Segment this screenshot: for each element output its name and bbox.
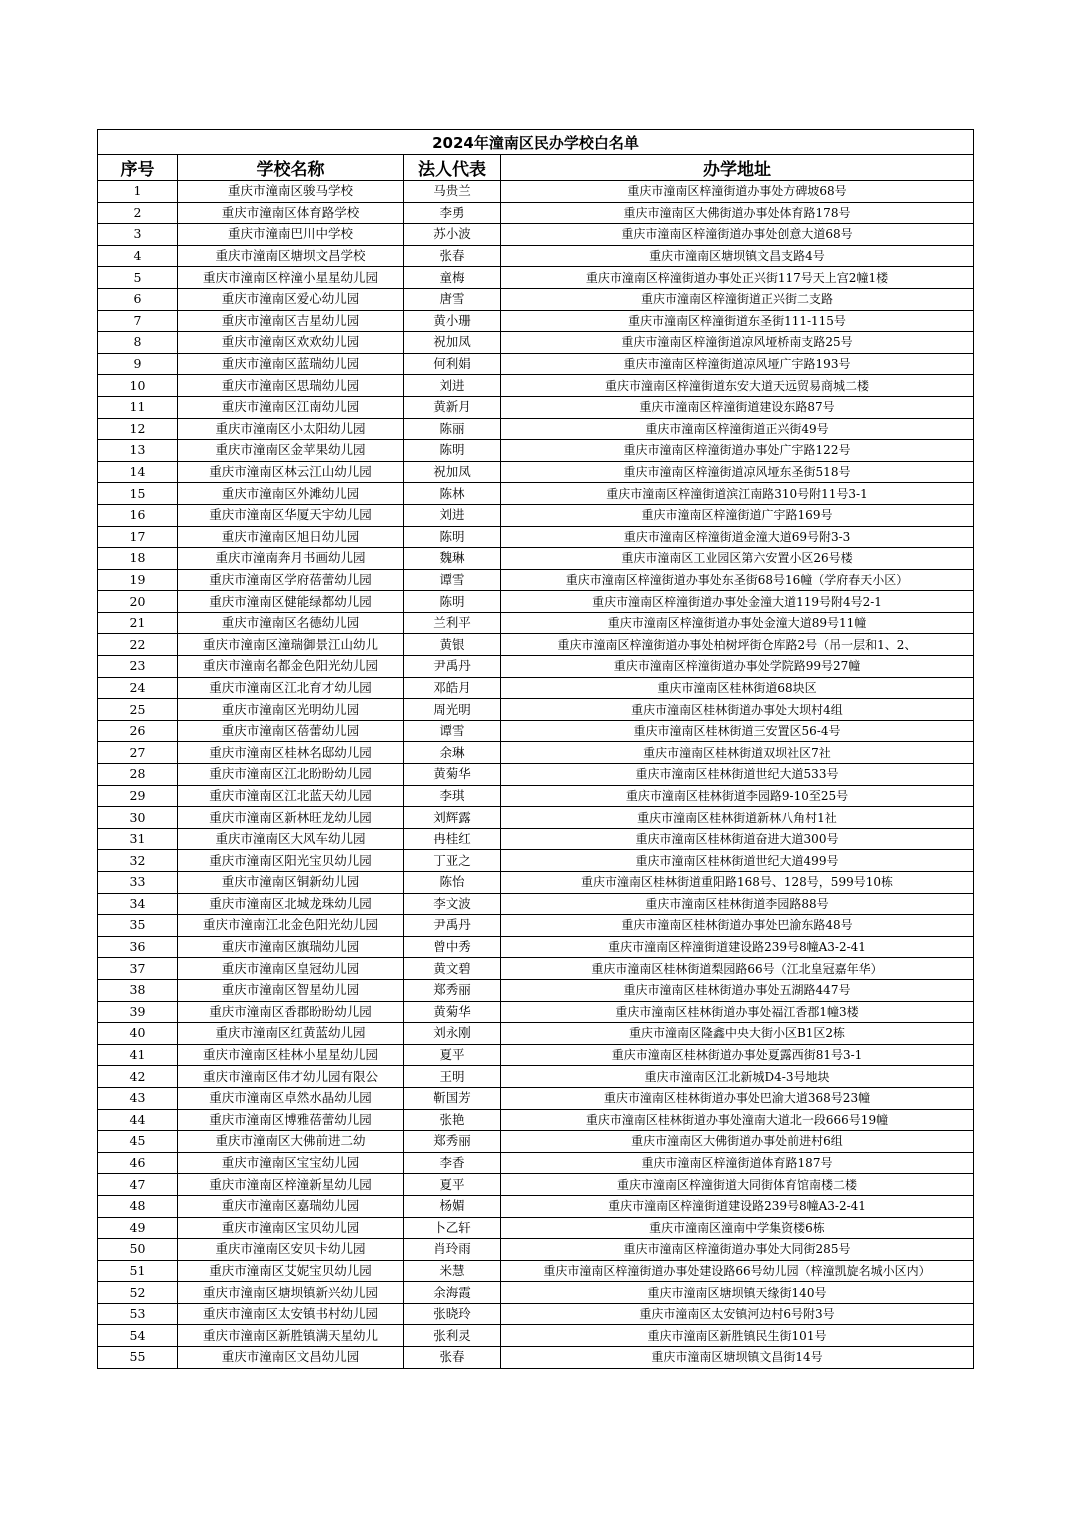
table-row [98, 202, 974, 224]
school-name: 重庆市潼南区皇冠幼儿园 [178, 958, 404, 980]
table-row [98, 699, 974, 721]
school-address: 重庆市潼南区塘坝镇天缘街140号 [501, 1282, 974, 1304]
row-index: 9 [98, 353, 178, 375]
table-row [98, 720, 974, 742]
school-address: 重庆市潼南区梓潼街道广宇路169号 [501, 504, 974, 526]
school-address: 重庆市潼南区梓潼街道建设路239号8幢A3-2-41 [501, 936, 974, 958]
table-row [98, 958, 974, 980]
row-index: 49 [98, 1217, 178, 1239]
row-index: 5 [98, 267, 178, 289]
row-index: 1 [98, 181, 178, 203]
school-name: 重庆市潼南区新林旺龙幼儿园 [178, 807, 404, 829]
legal-representative: 刘辉露 [404, 807, 501, 829]
row-index: 16 [98, 504, 178, 526]
legal-representative: 杨媚 [404, 1195, 501, 1217]
school-address: 重庆市潼南区桂林街道奋进大道300号 [501, 828, 974, 850]
legal-representative: 李文波 [404, 893, 501, 915]
school-name: 重庆市潼南区梓潼新星幼儿园 [178, 1174, 404, 1196]
table-row [98, 612, 974, 634]
table-row [98, 1152, 974, 1174]
row-index: 36 [98, 936, 178, 958]
table-row [98, 656, 974, 678]
school-name: 重庆市潼南名都金色阳光幼儿园 [178, 656, 404, 678]
table-row [98, 634, 974, 656]
row-index: 39 [98, 1001, 178, 1023]
legal-representative: 张春 [404, 1347, 501, 1369]
school-name: 重庆市潼南区学府蓓蕾幼儿园 [178, 569, 404, 591]
row-index: 11 [98, 396, 178, 418]
table-row [98, 1195, 974, 1217]
school-address: 重庆市潼南区梓潼街道办事处东圣街68号16幢（学府春天小区） [501, 569, 974, 591]
row-index: 37 [98, 958, 178, 980]
legal-representative: 李勇 [404, 202, 501, 224]
school-address: 重庆市潼南区桂林街道重阳路168号、128号，599号10栋 [501, 872, 974, 894]
row-index: 14 [98, 461, 178, 483]
table-row [98, 936, 974, 958]
table-row [98, 764, 974, 786]
school-name: 重庆市潼南区桂林小星星幼儿园 [178, 1044, 404, 1066]
table-row [98, 224, 974, 246]
title-row [98, 130, 974, 155]
table-row [98, 850, 974, 872]
table-row [98, 483, 974, 505]
school-name: 重庆市潼南区宝贝幼儿园 [178, 1217, 404, 1239]
table-row [98, 1217, 974, 1239]
legal-representative: 陈丽 [404, 418, 501, 440]
school-address: 重庆市潼南区江北新城D4-3号地块 [501, 1066, 974, 1088]
table-row [98, 396, 974, 418]
school-address: 重庆市潼南区梓潼街道建设路239号8幢A3-2-41 [501, 1195, 974, 1217]
school-name: 重庆市潼南区塘坝镇新兴幼儿园 [178, 1282, 404, 1304]
school-address: 重庆市潼南区桂林街道三安置区56-4号 [501, 720, 974, 742]
table-row [98, 677, 974, 699]
row-index: 46 [98, 1152, 178, 1174]
legal-representative: 张艳 [404, 1109, 501, 1131]
row-index: 17 [98, 526, 178, 548]
school-name: 重庆市潼南区华厦天宇幼儿园 [178, 504, 404, 526]
school-address: 重庆市潼南区梓潼街道凉风垭桥南支路25号 [501, 332, 974, 354]
table-row [98, 267, 974, 289]
school-name: 重庆市潼南区旭日幼儿园 [178, 526, 404, 548]
school-name: 重庆市潼南区江北蓝天幼儿园 [178, 785, 404, 807]
school-name: 重庆市潼南区智星幼儿园 [178, 979, 404, 1001]
row-index: 22 [98, 634, 178, 656]
school-address: 重庆市潼南区桂林街道办事处巴渝大道368号23幢 [501, 1087, 974, 1109]
legal-representative: 陈林 [404, 483, 501, 505]
school-name: 重庆市潼南区蓝瑞幼儿园 [178, 353, 404, 375]
school-name: 重庆市潼南区博雅蓓蕾幼儿园 [178, 1109, 404, 1131]
table-row [98, 915, 974, 937]
school-address: 重庆市潼南区梓潼街道办事处广宇路122号 [501, 440, 974, 462]
row-index: 7 [98, 310, 178, 332]
table-row [98, 828, 974, 850]
legal-representative: 黄银 [404, 634, 501, 656]
legal-representative: 陈明 [404, 440, 501, 462]
table-row [98, 288, 974, 310]
school-name: 重庆市潼南区欢欢幼儿园 [178, 332, 404, 354]
school-name: 重庆市潼南区小太阳幼儿园 [178, 418, 404, 440]
whitelist-sheet [97, 129, 973, 1369]
school-address: 重庆市潼南区桂林街道梨园路66号（江北皇冠嘉年华） [501, 958, 974, 980]
row-index: 2 [98, 202, 178, 224]
school-name: 重庆市潼南区骏马学校 [178, 181, 404, 203]
row-index: 38 [98, 979, 178, 1001]
legal-representative: 王明 [404, 1066, 501, 1088]
legal-representative: 黄文碧 [404, 958, 501, 980]
school-name: 重庆市潼南区林云江山幼儿园 [178, 461, 404, 483]
row-index: 53 [98, 1303, 178, 1325]
school-name: 重庆市潼南区爱心幼儿园 [178, 288, 404, 310]
table-row [98, 742, 974, 764]
legal-representative: 郑秀丽 [404, 979, 501, 1001]
legal-representative: 夏平 [404, 1174, 501, 1196]
legal-representative: 周光明 [404, 699, 501, 721]
school-address: 重庆市潼南区梓潼街道正兴街二支路 [501, 288, 974, 310]
row-index: 26 [98, 720, 178, 742]
table-row [98, 1087, 974, 1109]
school-name: 重庆市潼南区金苹果幼儿园 [178, 440, 404, 462]
legal-representative: 丁亚之 [404, 850, 501, 872]
row-index: 19 [98, 569, 178, 591]
legal-representative: 张春 [404, 245, 501, 267]
legal-representative: 陈明 [404, 591, 501, 613]
legal-representative: 谭雪 [404, 569, 501, 591]
school-name: 重庆市潼南区铜新幼儿园 [178, 872, 404, 894]
legal-representative: 肖玲雨 [404, 1239, 501, 1261]
school-name: 重庆市潼南奔月书画幼儿园 [178, 548, 404, 570]
table-row [98, 375, 974, 397]
school-address: 重庆市潼南区桂林街道双坝社区7社 [501, 742, 974, 764]
school-address: 重庆市潼南区隆鑫中央大街小区B1区2栋 [501, 1023, 974, 1045]
legal-representative: 谭雪 [404, 720, 501, 742]
school-address: 重庆市潼南区梓潼街道凉风垭东圣街518号 [501, 461, 974, 483]
legal-representative: 黄新月 [404, 396, 501, 418]
row-index: 12 [98, 418, 178, 440]
school-name: 重庆市潼南区大佛前进二幼 [178, 1131, 404, 1153]
legal-representative: 唐雪 [404, 288, 501, 310]
legal-representative: 祝加凤 [404, 332, 501, 354]
table-row [98, 440, 974, 462]
school-name: 重庆市潼南区思瑞幼儿园 [178, 375, 404, 397]
table-row [98, 418, 974, 440]
table-row [98, 1239, 974, 1261]
school-address: 重庆市潼南区大佛街道办事处前进村6组 [501, 1131, 974, 1153]
row-index: 6 [98, 288, 178, 310]
table-row [98, 1303, 974, 1325]
table-row [98, 569, 974, 591]
legal-representative: 张晓玲 [404, 1303, 501, 1325]
school-address: 重庆市潼南区梓潼街道办事处金潼大道89号11幢 [501, 612, 974, 634]
school-name: 重庆市潼南区健能绿都幼儿园 [178, 591, 404, 613]
legal-representative: 尹禹丹 [404, 915, 501, 937]
table-row [98, 1260, 974, 1282]
school-address: 重庆市潼南区梓潼街道办事处金潼大道119号附4号2-1 [501, 591, 974, 613]
row-index: 15 [98, 483, 178, 505]
school-address: 重庆市潼南区桂林街道68块区 [501, 677, 974, 699]
school-name: 重庆市潼南区文昌幼儿园 [178, 1347, 404, 1369]
school-address: 重庆市潼南区梓潼街道办事处创意大道68号 [501, 224, 974, 246]
row-index: 55 [98, 1347, 178, 1369]
school-address: 重庆市潼南区梓潼街道金潼大道69号附3-3 [501, 526, 974, 548]
table-row [98, 1174, 974, 1196]
row-index: 10 [98, 375, 178, 397]
row-index: 29 [98, 785, 178, 807]
table-row [98, 181, 974, 203]
legal-representative: 曾中秀 [404, 936, 501, 958]
school-name: 重庆市潼南区安贝卡幼儿园 [178, 1239, 404, 1261]
school-address: 重庆市潼南区桂林街道世纪大道533号 [501, 764, 974, 786]
school-address: 重庆市潼南区大佛街道办事处体育路178号 [501, 202, 974, 224]
row-index: 34 [98, 893, 178, 915]
legal-representative: 邓皓月 [404, 677, 501, 699]
legal-representative: 魏琳 [404, 548, 501, 570]
legal-representative: 苏小波 [404, 224, 501, 246]
table-row [98, 872, 974, 894]
table-row [98, 548, 974, 570]
legal-representative: 黄菊华 [404, 1001, 501, 1023]
school-name: 重庆市潼南区嘉瑞幼儿园 [178, 1195, 404, 1217]
legal-representative: 黄小珊 [404, 310, 501, 332]
school-name: 重庆市潼南江北金色阳光幼儿园 [178, 915, 404, 937]
school-address: 重庆市潼南区梓潼街道办事处正兴街117号天上宫2幢1楼 [501, 267, 974, 289]
school-name: 重庆市潼南区江北盼盼幼儿园 [178, 764, 404, 786]
table-row [98, 353, 974, 375]
table-row [98, 310, 974, 332]
legal-representative: 尹禹丹 [404, 656, 501, 678]
school-address: 重庆市潼南区梓潼街道办事处学院路99号27幢 [501, 656, 974, 678]
school-name: 重庆市潼南区大风车幼儿园 [178, 828, 404, 850]
legal-representative: 刘永刚 [404, 1023, 501, 1045]
school-address: 重庆市潼南区桂林街道办事处大坝村4组 [501, 699, 974, 721]
school-name: 重庆市潼南区塘坝文昌学校 [178, 245, 404, 267]
row-index: 13 [98, 440, 178, 462]
row-index: 52 [98, 1282, 178, 1304]
legal-representative: 童梅 [404, 267, 501, 289]
school-address: 重庆市潼南区桂林街道办事处夏露西街81号3-1 [501, 1044, 974, 1066]
legal-representative: 郑秀丽 [404, 1131, 501, 1153]
school-address: 重庆市潼南区梓潼街道建设东路87号 [501, 396, 974, 418]
row-index: 28 [98, 764, 178, 786]
school-address: 重庆市潼南区桂林街道新林八角村1社 [501, 807, 974, 829]
row-index: 41 [98, 1044, 178, 1066]
legal-representative: 张利灵 [404, 1325, 501, 1347]
school-name: 重庆市潼南区外滩幼儿园 [178, 483, 404, 505]
row-index: 48 [98, 1195, 178, 1217]
school-name: 重庆市潼南区潼瑞御景江山幼儿 [178, 634, 404, 656]
legal-representative: 余琳 [404, 742, 501, 764]
legal-representative: 马贵兰 [404, 181, 501, 203]
school-address: 重庆市潼南区塘坝镇文昌街14号 [501, 1347, 974, 1369]
school-name: 重庆市潼南区太安镇书村幼儿园 [178, 1303, 404, 1325]
legal-representative: 祝加凤 [404, 461, 501, 483]
row-index: 45 [98, 1131, 178, 1153]
table-row [98, 893, 974, 915]
row-index: 23 [98, 656, 178, 678]
table-row [98, 1023, 974, 1045]
row-index: 35 [98, 915, 178, 937]
row-index: 25 [98, 699, 178, 721]
school-name: 重庆市潼南区江南幼儿园 [178, 396, 404, 418]
row-index: 3 [98, 224, 178, 246]
row-index: 32 [98, 850, 178, 872]
row-index: 44 [98, 1109, 178, 1131]
row-index: 18 [98, 548, 178, 570]
table-row [98, 1001, 974, 1023]
school-name: 重庆市潼南区吉星幼儿园 [178, 310, 404, 332]
school-name: 重庆市潼南区新胜镇满天星幼儿 [178, 1325, 404, 1347]
table-title: 2024年潼南区民办学校白名单 [98, 130, 974, 155]
row-index: 47 [98, 1174, 178, 1196]
legal-representative: 夏平 [404, 1044, 501, 1066]
school-name: 重庆市潼南区卓然水晶幼儿园 [178, 1087, 404, 1109]
school-name: 重庆市潼南区伟才幼儿园有限公 [178, 1066, 404, 1088]
school-address: 重庆市潼南区塘坝镇文昌支路4号 [501, 245, 974, 267]
school-name: 重庆市潼南区红黄蓝幼儿园 [178, 1023, 404, 1045]
school-whitelist-table [97, 129, 974, 1369]
row-index: 31 [98, 828, 178, 850]
table-row [98, 526, 974, 548]
school-address: 重庆市潼南区桂林街道办事处巴渝东路48号 [501, 915, 974, 937]
school-name: 重庆市潼南区体育路学校 [178, 202, 404, 224]
row-index: 42 [98, 1066, 178, 1088]
row-index: 50 [98, 1239, 178, 1261]
school-address: 重庆市潼南区梓潼街道办事处建设路66号幼儿园（梓潼凯旋名城小区内） [501, 1260, 974, 1282]
school-name: 重庆市潼南区旗瑞幼儿园 [178, 936, 404, 958]
legal-representative: 卜乙轩 [404, 1217, 501, 1239]
school-address: 重庆市潼南区梓潼街道办事处柏树坪街仓库路2号（吊一层和1、2、 [501, 634, 974, 656]
legal-representative: 黄菊华 [404, 764, 501, 786]
school-address: 重庆市潼南区梓潼街道正兴街49号 [501, 418, 974, 440]
school-name: 重庆市潼南区宝宝幼儿园 [178, 1152, 404, 1174]
legal-representative: 李香 [404, 1152, 501, 1174]
school-name: 重庆市潼南区北城龙珠幼儿园 [178, 893, 404, 915]
table-row [98, 979, 974, 1001]
row-index: 40 [98, 1023, 178, 1045]
row-index: 20 [98, 591, 178, 613]
table-row [98, 1131, 974, 1153]
header-row [98, 155, 974, 181]
school-address: 重庆市潼南区梓潼街道东安大道天远贸易商城二楼 [501, 375, 974, 397]
school-address: 重庆市潼南区梓潼街道凉风垭广宇路193号 [501, 353, 974, 375]
school-name: 重庆市潼南区蓓蕾幼儿园 [178, 720, 404, 742]
table-row [98, 1347, 974, 1369]
table-row [98, 591, 974, 613]
table-row [98, 1282, 974, 1304]
legal-representative: 陈明 [404, 526, 501, 548]
legal-representative: 兰利平 [404, 612, 501, 634]
school-address: 重庆市潼南区梓潼街道体育路187号 [501, 1152, 974, 1174]
legal-representative: 靳国芳 [404, 1087, 501, 1109]
school-name: 重庆市潼南区桂林名邸幼儿园 [178, 742, 404, 764]
legal-representative: 刘进 [404, 375, 501, 397]
row-index: 4 [98, 245, 178, 267]
legal-representative: 李琪 [404, 785, 501, 807]
school-address: 重庆市潼南区桂林街道李园路88号 [501, 893, 974, 915]
school-address: 重庆市潼南区桂林街道世纪大道499号 [501, 850, 974, 872]
row-index: 24 [98, 677, 178, 699]
school-name: 重庆市潼南区江北育才幼儿园 [178, 677, 404, 699]
legal-representative: 余海霞 [404, 1282, 501, 1304]
school-name: 重庆市潼南巴川中学校 [178, 224, 404, 246]
table-row [98, 1066, 974, 1088]
school-address: 重庆市潼南区潼南中学集资楼6栋 [501, 1217, 974, 1239]
table-row [98, 1044, 974, 1066]
school-address: 重庆市潼南区桂林街道办事处福江香郡1幢3楼 [501, 1001, 974, 1023]
school-address: 重庆市潼南区梓潼街道大同街体育馆南楼二楼 [501, 1174, 974, 1196]
legal-representative: 陈怡 [404, 872, 501, 894]
table-body [98, 181, 974, 1369]
school-address: 重庆市潼南区工业园区第六安置小区26号楼 [501, 548, 974, 570]
header-legal-rep: 法人代表 [404, 155, 501, 181]
legal-representative: 何利娟 [404, 353, 501, 375]
row-index: 33 [98, 872, 178, 894]
row-index: 30 [98, 807, 178, 829]
table-row [98, 785, 974, 807]
school-address: 重庆市潼南区新胜镇民生街101号 [501, 1325, 974, 1347]
header-address: 办学地址 [501, 155, 974, 181]
school-address: 重庆市潼南区梓潼街道滨江南路310号附11号3-1 [501, 483, 974, 505]
school-name: 重庆市潼南区梓潼小星星幼儿园 [178, 267, 404, 289]
legal-representative: 冉桂红 [404, 828, 501, 850]
row-index: 51 [98, 1260, 178, 1282]
table-row [98, 332, 974, 354]
school-address: 重庆市潼南区桂林街道办事处五湖路447号 [501, 979, 974, 1001]
school-address: 重庆市潼南区桂林街道李园路9-10至25号 [501, 785, 974, 807]
school-address: 重庆市潼南区梓潼街道办事处方碑坡68号 [501, 181, 974, 203]
school-name: 重庆市潼南区艾妮宝贝幼儿园 [178, 1260, 404, 1282]
row-index: 54 [98, 1325, 178, 1347]
school-name: 重庆市潼南区阳光宝贝幼儿园 [178, 850, 404, 872]
row-index: 21 [98, 612, 178, 634]
table-row [98, 807, 974, 829]
school-name: 重庆市潼南区光明幼儿园 [178, 699, 404, 721]
header-index: 序号 [98, 155, 178, 181]
school-address: 重庆市潼南区太安镇河边村6号附3号 [501, 1303, 974, 1325]
row-index: 8 [98, 332, 178, 354]
header-school-name: 学校名称 [178, 155, 404, 181]
legal-representative: 刘进 [404, 504, 501, 526]
table-row [98, 461, 974, 483]
row-index: 43 [98, 1087, 178, 1109]
table-row [98, 1109, 974, 1131]
school-address: 重庆市潼南区梓潼街道办事处大同街285号 [501, 1239, 974, 1261]
school-name: 重庆市潼南区名德幼儿园 [178, 612, 404, 634]
table-row [98, 504, 974, 526]
table-row [98, 245, 974, 267]
school-name: 重庆市潼南区香郡盼盼幼儿园 [178, 1001, 404, 1023]
school-address: 重庆市潼南区桂林街道办事处潼南大道北一段666号19幢 [501, 1109, 974, 1131]
school-address: 重庆市潼南区梓潼街道东圣街111-115号 [501, 310, 974, 332]
row-index: 27 [98, 742, 178, 764]
table-row [98, 1325, 974, 1347]
legal-representative: 米慧 [404, 1260, 501, 1282]
